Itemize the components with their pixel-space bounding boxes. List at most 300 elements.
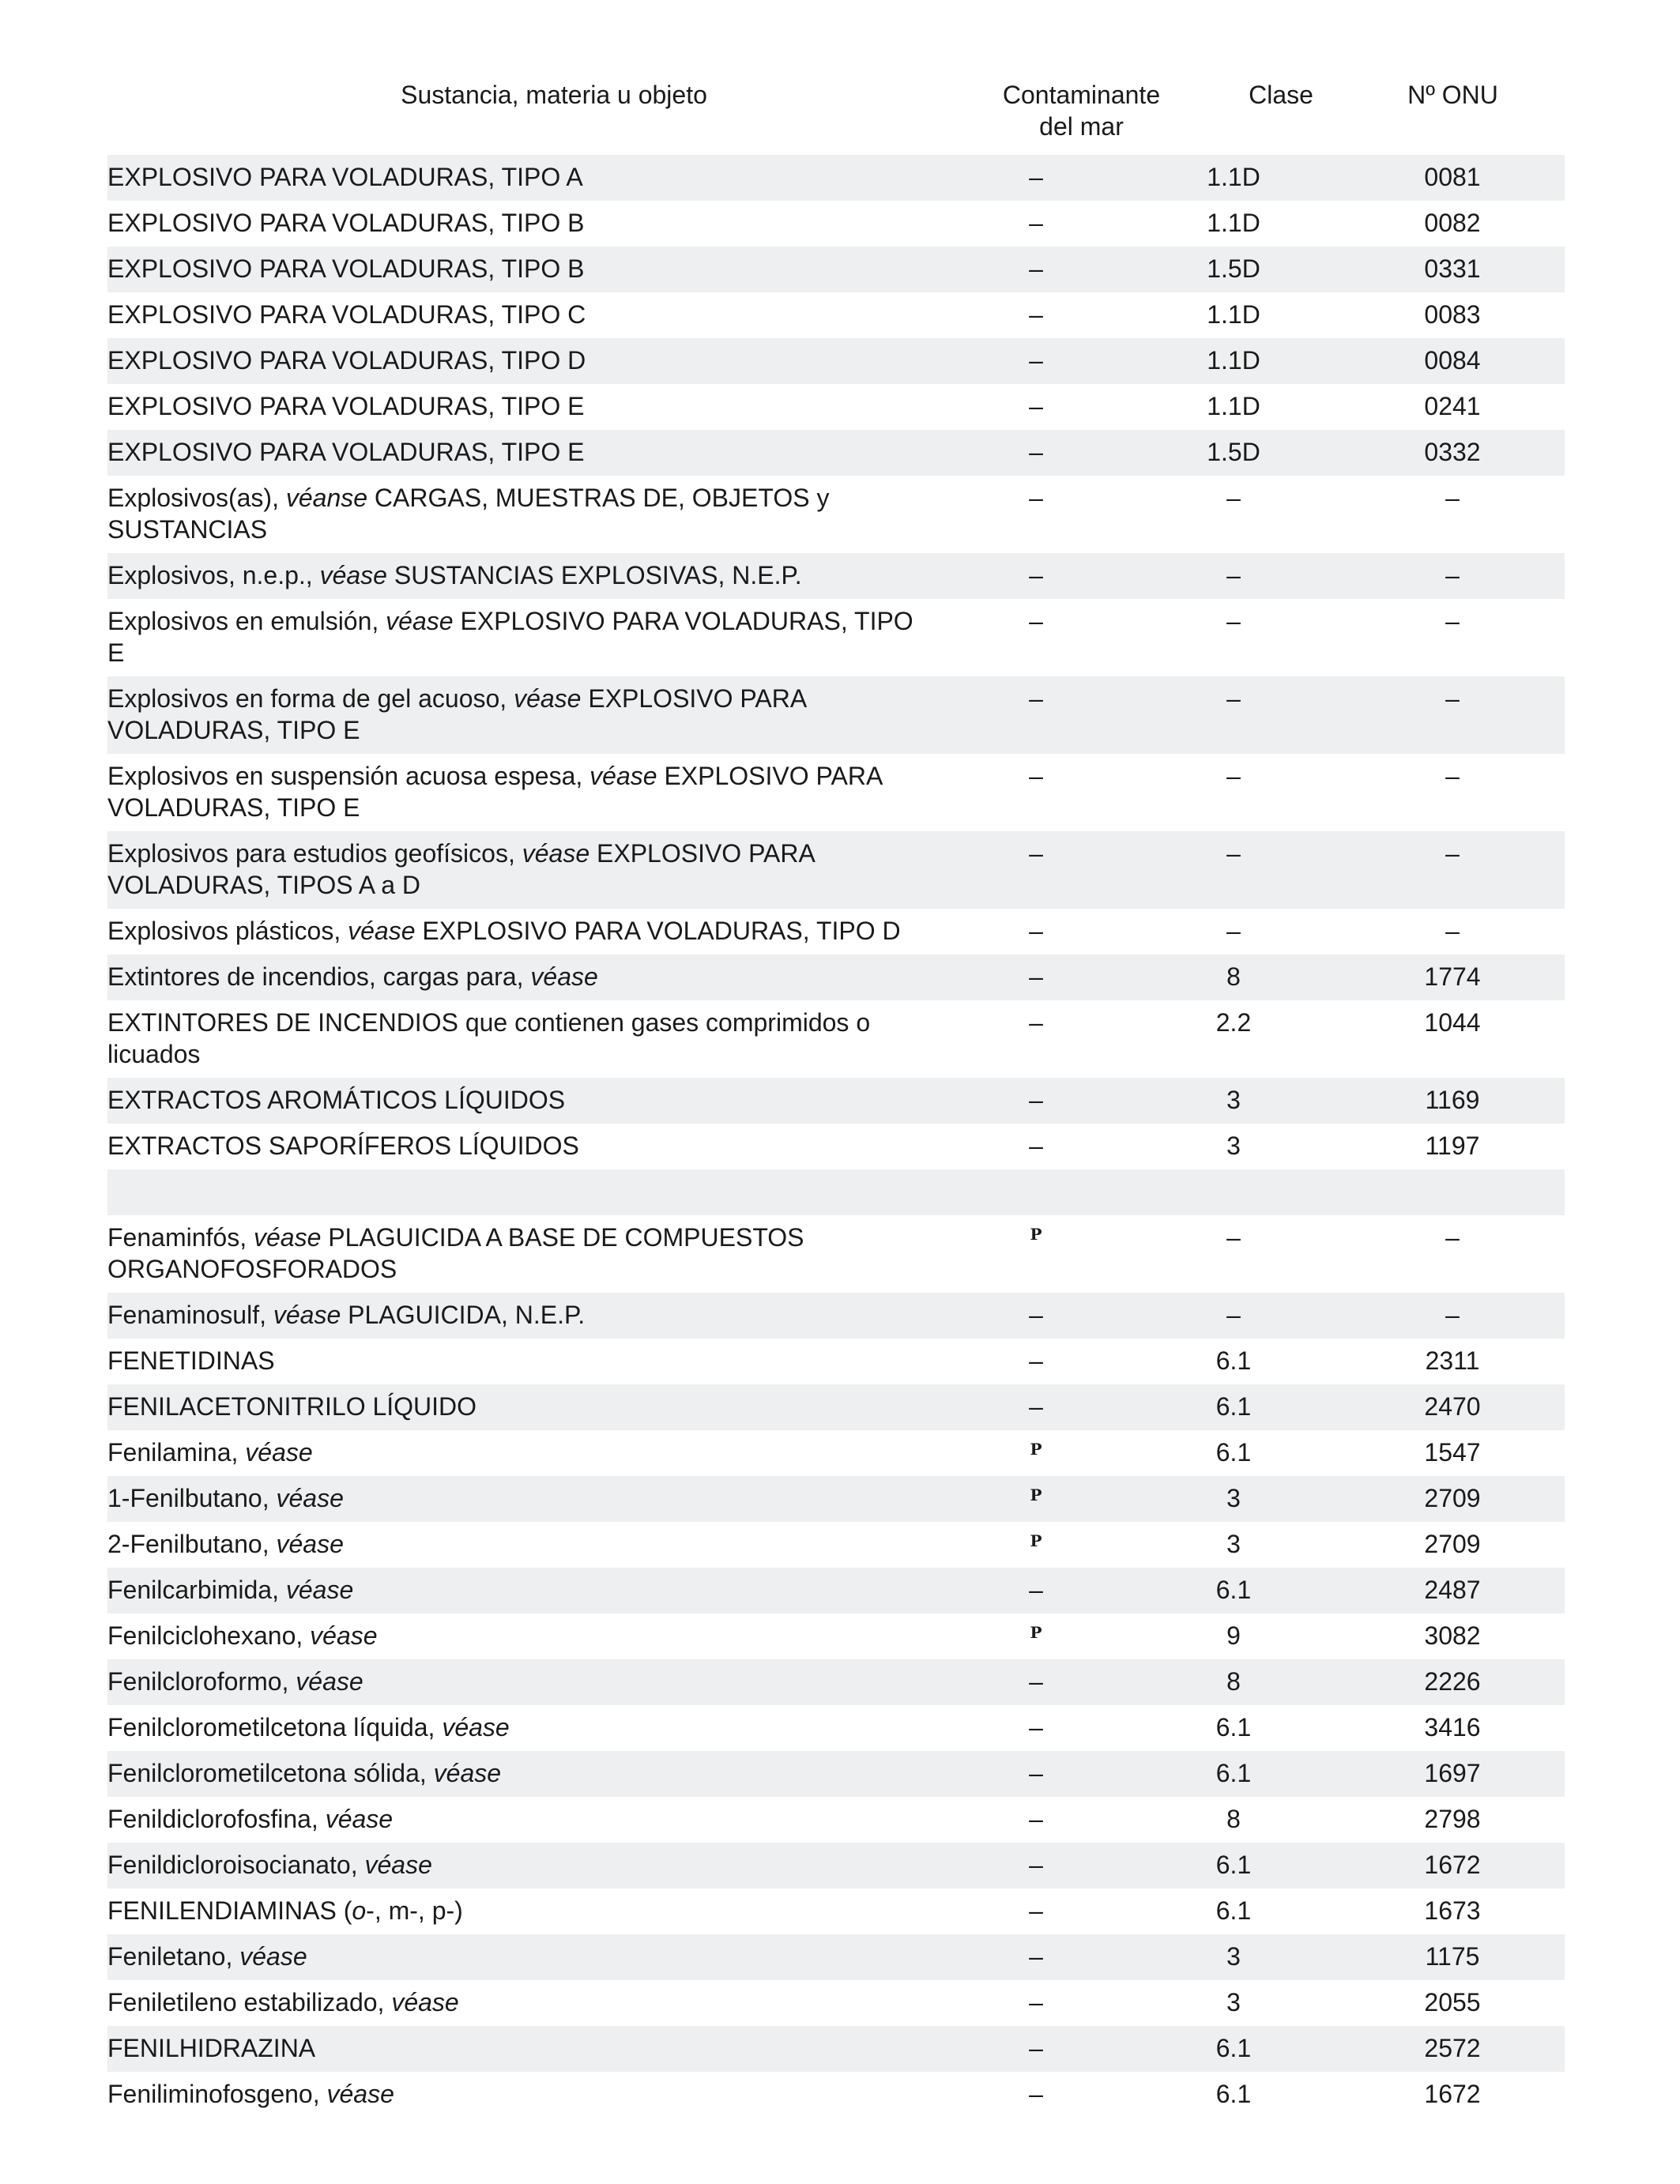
table-row — [107, 1476, 1565, 1522]
marine-pollutant-value: – — [1029, 392, 1043, 420]
header-class: Clase — [1249, 81, 1313, 109]
substance-name — [107, 1176, 945, 1215]
marine-pollutant-value: – — [1029, 1392, 1043, 1421]
marine-pollutant-mark: P — [1030, 1440, 1042, 1459]
class-cell: 1.1D — [1207, 346, 1260, 375]
substance-name-text: Fenilcloroformo, — [107, 1667, 296, 1696]
table-row — [107, 1568, 1565, 1614]
header-marine-line1: Contaminante — [1002, 81, 1161, 109]
substance-name — [107, 436, 945, 476]
un-number-cell: – — [1445, 1223, 1460, 1252]
marine-pollutant-cell — [945, 1711, 1127, 1751]
table-row — [107, 1522, 1565, 1568]
substance-name-text: EXPLOSIVO PARA VOLADURAS, TIPO A — [107, 163, 583, 191]
class-cell: 6.1 — [1215, 2080, 1252, 2108]
class-cell: 1.1D — [1207, 300, 1260, 329]
substance-name — [107, 1084, 945, 1124]
substance-name-italic: véase — [514, 684, 582, 713]
marine-pollutant-cell — [945, 760, 1127, 831]
substance-name-italic: véase — [245, 1438, 313, 1467]
marine-pollutant-value: – — [1029, 2080, 1043, 2108]
substance-name-text: EXPLOSIVO PARA VOLADURAS, TIPO E — [107, 438, 585, 466]
substance-name-italic: véase — [253, 1223, 322, 1252]
substance-name-italic: véase — [273, 1301, 341, 1329]
marine-pollutant-value: – — [1029, 1346, 1043, 1375]
substance-name-text: Feniletano, — [107, 1942, 240, 1971]
table-row — [107, 1078, 1565, 1124]
marine-pollutant-value: – — [1029, 1008, 1043, 1037]
marine-pollutant-cell — [945, 838, 1127, 909]
un-number-cell: 1672 — [1424, 2080, 1481, 2108]
class-cell: – — [1226, 561, 1241, 589]
substance-name — [107, 1941, 945, 1980]
substance-name — [107, 1007, 945, 1078]
substance-name-rest: SUSTANCIAS EXPLOSIVAS, N.E.P. — [386, 561, 802, 589]
table-row — [107, 2026, 1565, 2072]
un-number-cell: 3416 — [1424, 1713, 1481, 1742]
substance-name-text: Fenilcarbimida, — [107, 1576, 286, 1604]
substance-name — [107, 1849, 945, 1888]
un-number-cell: 1697 — [1424, 1759, 1481, 1787]
un-number-cell: 2055 — [1424, 1988, 1481, 2016]
substance-name-italic: véase — [530, 962, 598, 991]
substance-name-text: Explosivos en suspensión acuosa espesa, — [107, 762, 590, 790]
substance-name-italic: véase — [325, 1805, 394, 1833]
marine-pollutant-value: – — [1029, 1713, 1043, 1742]
substance-name — [107, 1345, 945, 1384]
marine-pollutant-cell — [945, 683, 1127, 754]
un-number-cell: 0083 — [1424, 300, 1481, 329]
table-row — [107, 1751, 1565, 1797]
class-cell: – — [1226, 684, 1241, 713]
table-row — [107, 2072, 1565, 2118]
un-number-cell: 2709 — [1424, 1484, 1481, 1512]
marine-pollutant-value: – — [1029, 438, 1043, 466]
class-cell: 3 — [1226, 1988, 1241, 2016]
substance-name-rest: EXPLOSIVO PARA VOLADURAS, TIPO E — [107, 607, 913, 667]
un-number-cell: 2709 — [1424, 1530, 1481, 1558]
table-row — [107, 1659, 1565, 1705]
class-cell: 3 — [1226, 1942, 1241, 1971]
marine-pollutant-cell — [945, 605, 1127, 676]
un-number-cell — [1340, 1176, 1565, 1215]
substance-name-text: Fenilclorometilcetona sólida, — [107, 1759, 434, 1787]
substance-name — [107, 1528, 945, 1568]
un-number-cell: – — [1445, 917, 1460, 945]
substance-name-text: Explosivos para estudios geofísicos, — [107, 839, 522, 868]
substance-name-text: FENILHIDRAZINA — [107, 2034, 316, 2062]
substance-name-text: Explosivos, n.e.p., — [107, 561, 320, 589]
substance-name-italic: véase — [285, 1576, 354, 1604]
class-cell: 8 — [1226, 1667, 1241, 1696]
substance-name-text: 1-Fenilbutano, — [107, 1484, 277, 1512]
substance-name-italic: véase — [386, 607, 454, 635]
marine-pollutant-value: – — [1029, 1086, 1043, 1114]
substance-name-italic: véase — [348, 917, 416, 945]
substance-name-rest: EXPLOSIVO PARA VOLADURAS, TIPO E — [107, 762, 882, 822]
marine-pollutant-value: – — [1029, 1896, 1043, 1925]
substance-name — [107, 1757, 945, 1797]
class-cell: 9 — [1226, 1621, 1241, 1650]
marine-pollutant-cell — [945, 1222, 1127, 1293]
table-row — [107, 1215, 1565, 1293]
class-cell: 3 — [1226, 1530, 1241, 1558]
substance-name-text: EXTINTORES DE INCENDIOS que contienen gases comprimidos o licuados — [107, 1008, 871, 1068]
class-cell: 6.1 — [1215, 1392, 1252, 1421]
class-cell: 6.1 — [1215, 1576, 1252, 1604]
class-cell: 1.5D — [1207, 254, 1260, 283]
substance-name — [107, 559, 945, 599]
un-number-cell: 1169 — [1425, 1086, 1480, 1114]
marine-pollutant-value: – — [1029, 684, 1043, 713]
un-number-cell: 1175 — [1425, 1942, 1480, 1971]
substance-name-text: Explosivos plásticos, — [107, 917, 348, 945]
substance-name — [107, 683, 945, 754]
marine-pollutant-cell — [945, 390, 1127, 430]
substance-name-italic: véase — [364, 1851, 432, 1879]
class-cell: 3 — [1226, 1132, 1241, 1160]
marine-pollutant-cell — [945, 482, 1127, 553]
table-row — [107, 1843, 1565, 1888]
substance-name-text: Fenildiclorofosfina, — [107, 1805, 326, 1833]
un-number-cell: 2470 — [1424, 1392, 1481, 1421]
table-header — [107, 79, 1565, 155]
marine-pollutant-mark: P — [1030, 1485, 1042, 1504]
marine-pollutant-cell — [945, 1620, 1127, 1659]
substance-name — [107, 1391, 945, 1430]
marine-pollutant-value: – — [1029, 1805, 1043, 1833]
substance-name-text: FENILACETONITRILO LÍQUIDO — [107, 1392, 477, 1421]
class-cell: 6.1 — [1215, 1438, 1252, 1467]
substance-name-text: Fenilciclohexano, — [107, 1621, 311, 1650]
marine-pollutant-value: – — [1029, 1301, 1043, 1329]
marine-pollutant-value: – — [1029, 209, 1043, 237]
substance-name-text: Fenilclorometilcetona líquida, — [107, 1713, 443, 1742]
substance-name — [107, 482, 945, 553]
substance-name-rest: PLAGUICIDA, N.E.P. — [341, 1301, 586, 1329]
substance-name — [107, 838, 945, 909]
substance-name-text: Fenildicloroisocianato, — [107, 1851, 365, 1879]
marine-pollutant-cell — [945, 1895, 1127, 1934]
substance-name — [107, 1130, 945, 1169]
class-cell — [1127, 1176, 1340, 1215]
marine-pollutant-cell — [945, 1299, 1127, 1339]
table-row — [107, 676, 1565, 754]
marine-pollutant-cell — [945, 1574, 1127, 1614]
substance-name-text: Fenaminosulf, — [107, 1301, 273, 1329]
marine-pollutant-cell — [945, 1803, 1127, 1843]
marine-pollutant-cell — [945, 1986, 1127, 2026]
table-row — [107, 338, 1565, 384]
class-cell: 6.1 — [1215, 1346, 1252, 1375]
marine-pollutant-value: – — [1029, 300, 1043, 329]
substance-name-italic: véase — [239, 1942, 307, 1971]
marine-pollutant-mark: P — [1030, 1225, 1042, 1244]
table-row — [107, 247, 1565, 292]
substance-name — [107, 1895, 945, 1934]
table-row — [107, 1169, 1565, 1215]
class-cell: – — [1226, 762, 1241, 790]
un-number-cell: – — [1445, 561, 1460, 589]
substance-name-text: EXTRACTOS SAPORÍFEROS LÍQUIDOS — [107, 1132, 579, 1160]
substance-name — [107, 1666, 945, 1705]
class-cell: 1.1D — [1207, 392, 1260, 420]
marine-pollutant-cell — [945, 915, 1127, 955]
marine-pollutant-cell — [945, 207, 1127, 247]
class-cell: 6.1 — [1215, 1759, 1252, 1787]
substance-name — [107, 345, 945, 384]
un-number-cell: – — [1445, 839, 1460, 868]
class-cell: 6.1 — [1215, 1851, 1252, 1879]
substance-name-italic: véase — [326, 2080, 394, 2108]
un-number-cell: 1044 — [1424, 1008, 1481, 1037]
marine-pollutant-value: – — [1029, 1942, 1043, 1971]
substance-name-text: Feniletileno estabilizado, — [107, 1988, 392, 2016]
marine-pollutant-cell — [945, 1130, 1127, 1169]
table-row — [107, 1124, 1565, 1169]
substance-name — [107, 253, 945, 292]
un-number-cell: 2226 — [1424, 1667, 1481, 1696]
table-row — [107, 1934, 1565, 1980]
substance-name-italic: véase — [296, 1667, 363, 1696]
un-number-cell: 0081 — [1424, 163, 1481, 191]
marine-pollutant-cell — [945, 1757, 1127, 1797]
marine-pollutant-value: – — [1029, 484, 1043, 512]
marine-pollutant-cell — [945, 1941, 1127, 1980]
substance-name-text: Explosivos en emulsión, — [107, 607, 386, 635]
un-number-cell: 1547 — [1424, 1438, 1481, 1467]
table-row — [107, 430, 1565, 476]
table-row — [107, 1614, 1565, 1659]
substance-name-rest: EXPLOSIVO PARA VOLADURAS, TIPO E — [107, 684, 806, 744]
substance-name-rest: EXPLOSIVO PARA VOLADURAS, TIPO D — [415, 917, 901, 945]
table-body — [107, 155, 1565, 2118]
un-number-cell: 0332 — [1424, 438, 1481, 466]
marine-pollutant-cell — [945, 2032, 1127, 2072]
un-number-cell: 1774 — [1424, 962, 1481, 991]
un-number-cell: 0331 — [1424, 254, 1481, 283]
substance-name-italic: véase — [276, 1484, 344, 1512]
substance-name-text: Explosivos(as), — [107, 484, 286, 512]
substance-name-italic: véase — [590, 762, 657, 790]
table-row — [107, 476, 1565, 553]
substance-name-text: EXPLOSIVO PARA VOLADURAS, TIPO E — [107, 392, 585, 420]
class-cell: 1.5D — [1207, 438, 1260, 466]
substance-name — [107, 1711, 945, 1751]
un-number-cell: – — [1445, 762, 1460, 790]
substance-name-text: FENETIDINAS — [107, 1346, 275, 1375]
substance-name-text: 2-Fenilbutano, — [107, 1530, 277, 1558]
marine-pollutant-value: – — [1029, 561, 1043, 589]
substance-name — [107, 1620, 945, 1659]
class-cell: 3 — [1226, 1484, 1241, 1512]
class-cell: – — [1226, 607, 1241, 635]
substance-name-text: Explosivos en forma de gel acuoso, — [107, 684, 514, 713]
class-cell: 6.1 — [1215, 1713, 1252, 1742]
marine-pollutant-cell — [945, 161, 1127, 201]
substance-name — [107, 299, 945, 338]
substance-name — [107, 1222, 945, 1293]
marine-pollutant-value: – — [1029, 962, 1043, 991]
marine-pollutant-cell — [945, 1176, 1127, 1215]
substance-name-italic: véase — [442, 1713, 510, 1742]
class-cell: 6.1 — [1215, 2034, 1252, 2062]
marine-pollutant-value: – — [1029, 163, 1043, 191]
dangerous-goods-index-table — [107, 79, 1565, 2118]
class-cell: – — [1226, 839, 1241, 868]
table-row — [107, 1797, 1565, 1843]
table-row — [107, 1980, 1565, 2026]
marine-pollutant-mark: P — [1030, 1531, 1042, 1550]
marine-pollutant-cell — [945, 345, 1127, 384]
substance-name-text: Fenaminfós, — [107, 1223, 254, 1252]
substance-name — [107, 2032, 945, 2072]
class-cell: 2.2 — [1215, 1008, 1252, 1037]
marine-pollutant-cell — [945, 1345, 1127, 1384]
table-row — [107, 909, 1565, 955]
marine-pollutant-value: – — [1029, 917, 1043, 945]
substance-name-text: EXPLOSIVO PARA VOLADURAS, TIPO B — [107, 254, 585, 283]
substance-name-italic: véase — [276, 1530, 344, 1558]
un-number-cell: – — [1445, 484, 1460, 512]
substance-name-text: EXPLOSIVO PARA VOLADURAS, TIPO C — [107, 300, 586, 329]
substance-name — [107, 390, 945, 430]
substance-name-text: EXPLOSIVO PARA VOLADURAS, TIPO D — [107, 346, 586, 375]
marine-pollutant-value: – — [1029, 1988, 1043, 2016]
substance-name — [107, 1437, 945, 1476]
marine-pollutant-cell — [945, 1528, 1127, 1568]
substance-name-italic: véanse — [285, 484, 368, 512]
un-number-cell: 2798 — [1424, 1805, 1481, 1833]
header-marine-line2: del mar — [1039, 112, 1124, 141]
marine-pollutant-value: – — [1029, 2034, 1043, 2062]
table-row — [107, 1000, 1565, 1078]
substance-name — [107, 760, 945, 831]
marine-pollutant-mark: P — [1030, 1623, 1042, 1642]
marine-pollutant-cell — [945, 1084, 1127, 1124]
marine-pollutant-cell — [945, 1007, 1127, 1078]
substance-name — [107, 915, 945, 955]
un-number-cell: – — [1445, 684, 1460, 713]
un-number-cell: 1672 — [1424, 1851, 1481, 1879]
header-marine-pollutant — [945, 79, 1218, 155]
marine-pollutant-cell — [945, 559, 1127, 599]
un-number-cell: 1197 — [1425, 1132, 1480, 1160]
substance-name — [107, 1574, 945, 1614]
un-number-cell: 2311 — [1425, 1346, 1480, 1375]
table-row — [107, 1384, 1565, 1430]
substance-name-text: FENILENDIAMINAS ( — [107, 1896, 352, 1925]
table-row — [107, 384, 1565, 430]
table-row — [107, 155, 1565, 201]
substance-name-text: EXPLOSIVO PARA VOLADURAS, TIPO B — [107, 209, 585, 237]
class-cell: 6.1 — [1215, 1896, 1252, 1925]
class-cell: 1.1D — [1207, 163, 1260, 191]
substance-name — [107, 1299, 945, 1339]
un-number-cell: 2572 — [1424, 2034, 1481, 2062]
marine-pollutant-value: – — [1029, 346, 1043, 375]
marine-pollutant-cell — [945, 1482, 1127, 1522]
substance-name-italic: véase — [310, 1621, 378, 1650]
un-number-cell: 3082 — [1424, 1621, 1481, 1650]
un-number-cell: 0241 — [1424, 392, 1481, 420]
un-number-cell: – — [1445, 1301, 1460, 1329]
table-row — [107, 955, 1565, 1000]
class-cell: 3 — [1226, 1086, 1241, 1114]
substance-name — [107, 1482, 945, 1522]
substance-name-italic: véase — [319, 561, 387, 589]
substance-name-rest: EXPLOSIVO PARA VOLADURAS, TIPOS A a D — [107, 839, 815, 899]
marine-pollutant-value: – — [1029, 1851, 1043, 1879]
table-row — [107, 831, 1565, 909]
table-row — [107, 292, 1565, 338]
class-cell: – — [1226, 1223, 1241, 1252]
substance-name-rest: -, m-, p-) — [366, 1896, 463, 1925]
substance-name — [107, 207, 945, 247]
substance-name — [107, 2078, 945, 2118]
marine-pollutant-cell — [945, 1666, 1127, 1705]
table-row — [107, 599, 1565, 676]
un-number-cell: – — [1445, 607, 1460, 635]
class-cell: 8 — [1226, 962, 1241, 991]
substance-name-rest: CARGAS, MUESTRAS DE, OBJETOS y SUSTANCIAS — [107, 484, 830, 544]
substance-name-italic: o — [352, 1896, 367, 1925]
substance-name — [107, 1803, 945, 1843]
table-row — [107, 1339, 1565, 1384]
class-cell: – — [1226, 1301, 1241, 1329]
marine-pollutant-value: – — [1029, 1132, 1043, 1160]
marine-pollutant-value: – — [1029, 839, 1043, 868]
class-cell: 8 — [1226, 1805, 1241, 1833]
table-row — [107, 1705, 1565, 1751]
class-cell: – — [1226, 484, 1241, 512]
marine-pollutant-value: – — [1029, 762, 1043, 790]
class-cell: – — [1226, 917, 1241, 945]
marine-pollutant-value: – — [1029, 607, 1043, 635]
marine-pollutant-cell — [945, 1437, 1127, 1476]
marine-pollutant-value: – — [1029, 1759, 1043, 1787]
substance-name-italic: véase — [433, 1759, 502, 1787]
substance-name-text: Extintores de incendios, cargas para, — [107, 962, 531, 991]
substance-name-text: EXTRACTOS AROMÁTICOS LÍQUIDOS — [107, 1086, 566, 1114]
un-number-cell: 2487 — [1424, 1576, 1481, 1604]
substance-name-text: Fenilamina, — [107, 1438, 246, 1467]
table-row — [107, 754, 1565, 831]
table-row — [107, 201, 1565, 247]
marine-pollutant-value: – — [1029, 254, 1043, 283]
substance-name — [107, 1986, 945, 2026]
substance-name — [107, 161, 945, 201]
marine-pollutant-cell — [945, 2078, 1127, 2118]
marine-pollutant-cell — [945, 299, 1127, 338]
marine-pollutant-value: – — [1029, 1667, 1043, 1696]
marine-pollutant-value: – — [1029, 1576, 1043, 1604]
marine-pollutant-cell — [945, 961, 1127, 1000]
substance-name-rest: PLAGUICIDA A BASE DE COMPUESTOS ORGANOFOSFORADOS — [107, 1223, 804, 1283]
substance-name-text: Feniliminofosgeno, — [107, 2080, 327, 2108]
marine-pollutant-cell — [945, 1391, 1127, 1430]
substance-name — [107, 605, 945, 676]
table-row — [107, 1430, 1565, 1476]
table-row — [107, 1888, 1565, 1934]
table-row — [107, 553, 1565, 599]
un-number-cell: 0084 — [1424, 346, 1481, 375]
un-number-cell: 1673 — [1424, 1896, 1481, 1925]
header-un-number: Nº ONU — [1407, 81, 1498, 109]
marine-pollutant-cell — [945, 1849, 1127, 1888]
substance-name-italic: véase — [522, 839, 590, 868]
table-row — [107, 1293, 1565, 1339]
